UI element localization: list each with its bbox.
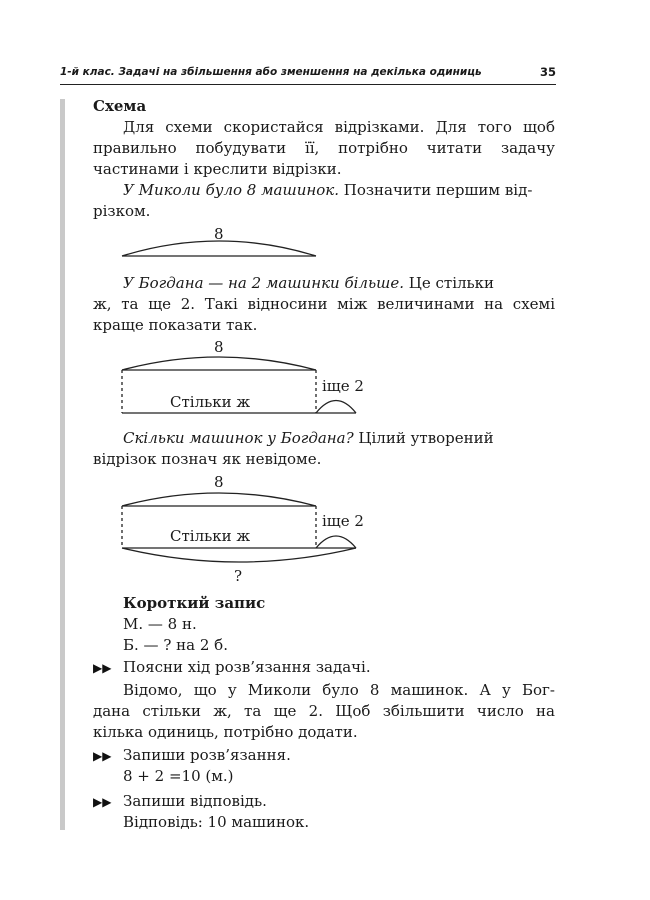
header-title: 1-й клас. Задачі на збільшення або зменшення на декілька одиниць [60,66,482,78]
short-note-title: Короткий запис [123,594,266,612]
task2-label: Запиши розв’язання. [123,746,291,764]
section-title: Схема [93,97,147,115]
step1-line-2: різком. [93,202,151,220]
margin-bar [60,99,65,830]
task1-label: Поясни хід розв’язання задачі. [123,658,371,676]
step3-line-2: відрізок познач як невідоме. [93,450,322,468]
step3-rest: Цілий утворений [353,429,494,447]
diagram2-arc-more [316,401,356,414]
diagram3-label-same: Стільки ж [170,527,251,545]
diagram3-arc-more [316,536,356,548]
task1-text-3: кілька одиниць, потрібно додати. [93,723,358,741]
step2-line-3: краще показати так. [93,316,258,334]
task2-text-1: 8 + 2 =10 (м.) [123,767,234,785]
step2-rest: Це стільки [404,274,495,292]
step2-italic: У Богдана — на 2 машинки більше. [123,274,404,292]
diagram3-label-8: 8 [214,473,224,491]
short-note-line-1: М. — 8 н. [123,615,197,633]
step3-italic: Скільки машинок у Богдана? [123,429,354,447]
double-arrow-icon: ▶▶ [93,661,112,675]
double-arrow-icon: ▶▶ [93,749,112,763]
diagram2-label-more: іще 2 [322,377,364,395]
diagram2-brace-8 [122,357,316,370]
diagram3-label-more: іще 2 [322,512,364,530]
intro-line-3: частинами і креслити відрізки. [93,160,342,178]
double-arrow-icon: ▶▶ [93,795,112,809]
intro-line-1: Для схеми скористайся відрізками. Для того щоб [123,118,555,136]
diagram1-label-8: 8 [214,225,224,243]
step1-italic: У Миколи було 8 машинок. [123,181,339,199]
short-note-line-2: Б. — ? на 2 б. [123,636,228,654]
step2-line-1 [123,273,494,294]
page-number: 35 [539,65,556,79]
diagram3-brace-8 [122,493,316,506]
diagram2-label-same: Стільки ж [170,393,251,411]
task1-text-1: Відомо, що у Миколи було 8 машинок. А у Бог- [123,681,555,699]
page-header [60,66,556,85]
diagram2-label-8: 8 [214,338,224,356]
step3-line-1 [123,428,494,449]
step1-rest: Позначити першим від- [339,181,533,199]
step2-line-2: ж, та ще 2. Такі відносини між величинами на схемі [93,295,555,313]
diagram3-brace-total [122,548,356,562]
step1-line-1 [123,180,532,201]
task1-text-2: дана стільки ж, та ще 2. Щоб збільшити число на [93,702,555,720]
task3-label: Запиши відповідь. [123,792,267,810]
diagram3-label-question: ? [234,567,243,585]
task3-text-1: Відповідь: 10 машинок. [123,813,310,831]
intro-line-2: правильно побудувати її, потрібно читати задачу [93,139,555,157]
